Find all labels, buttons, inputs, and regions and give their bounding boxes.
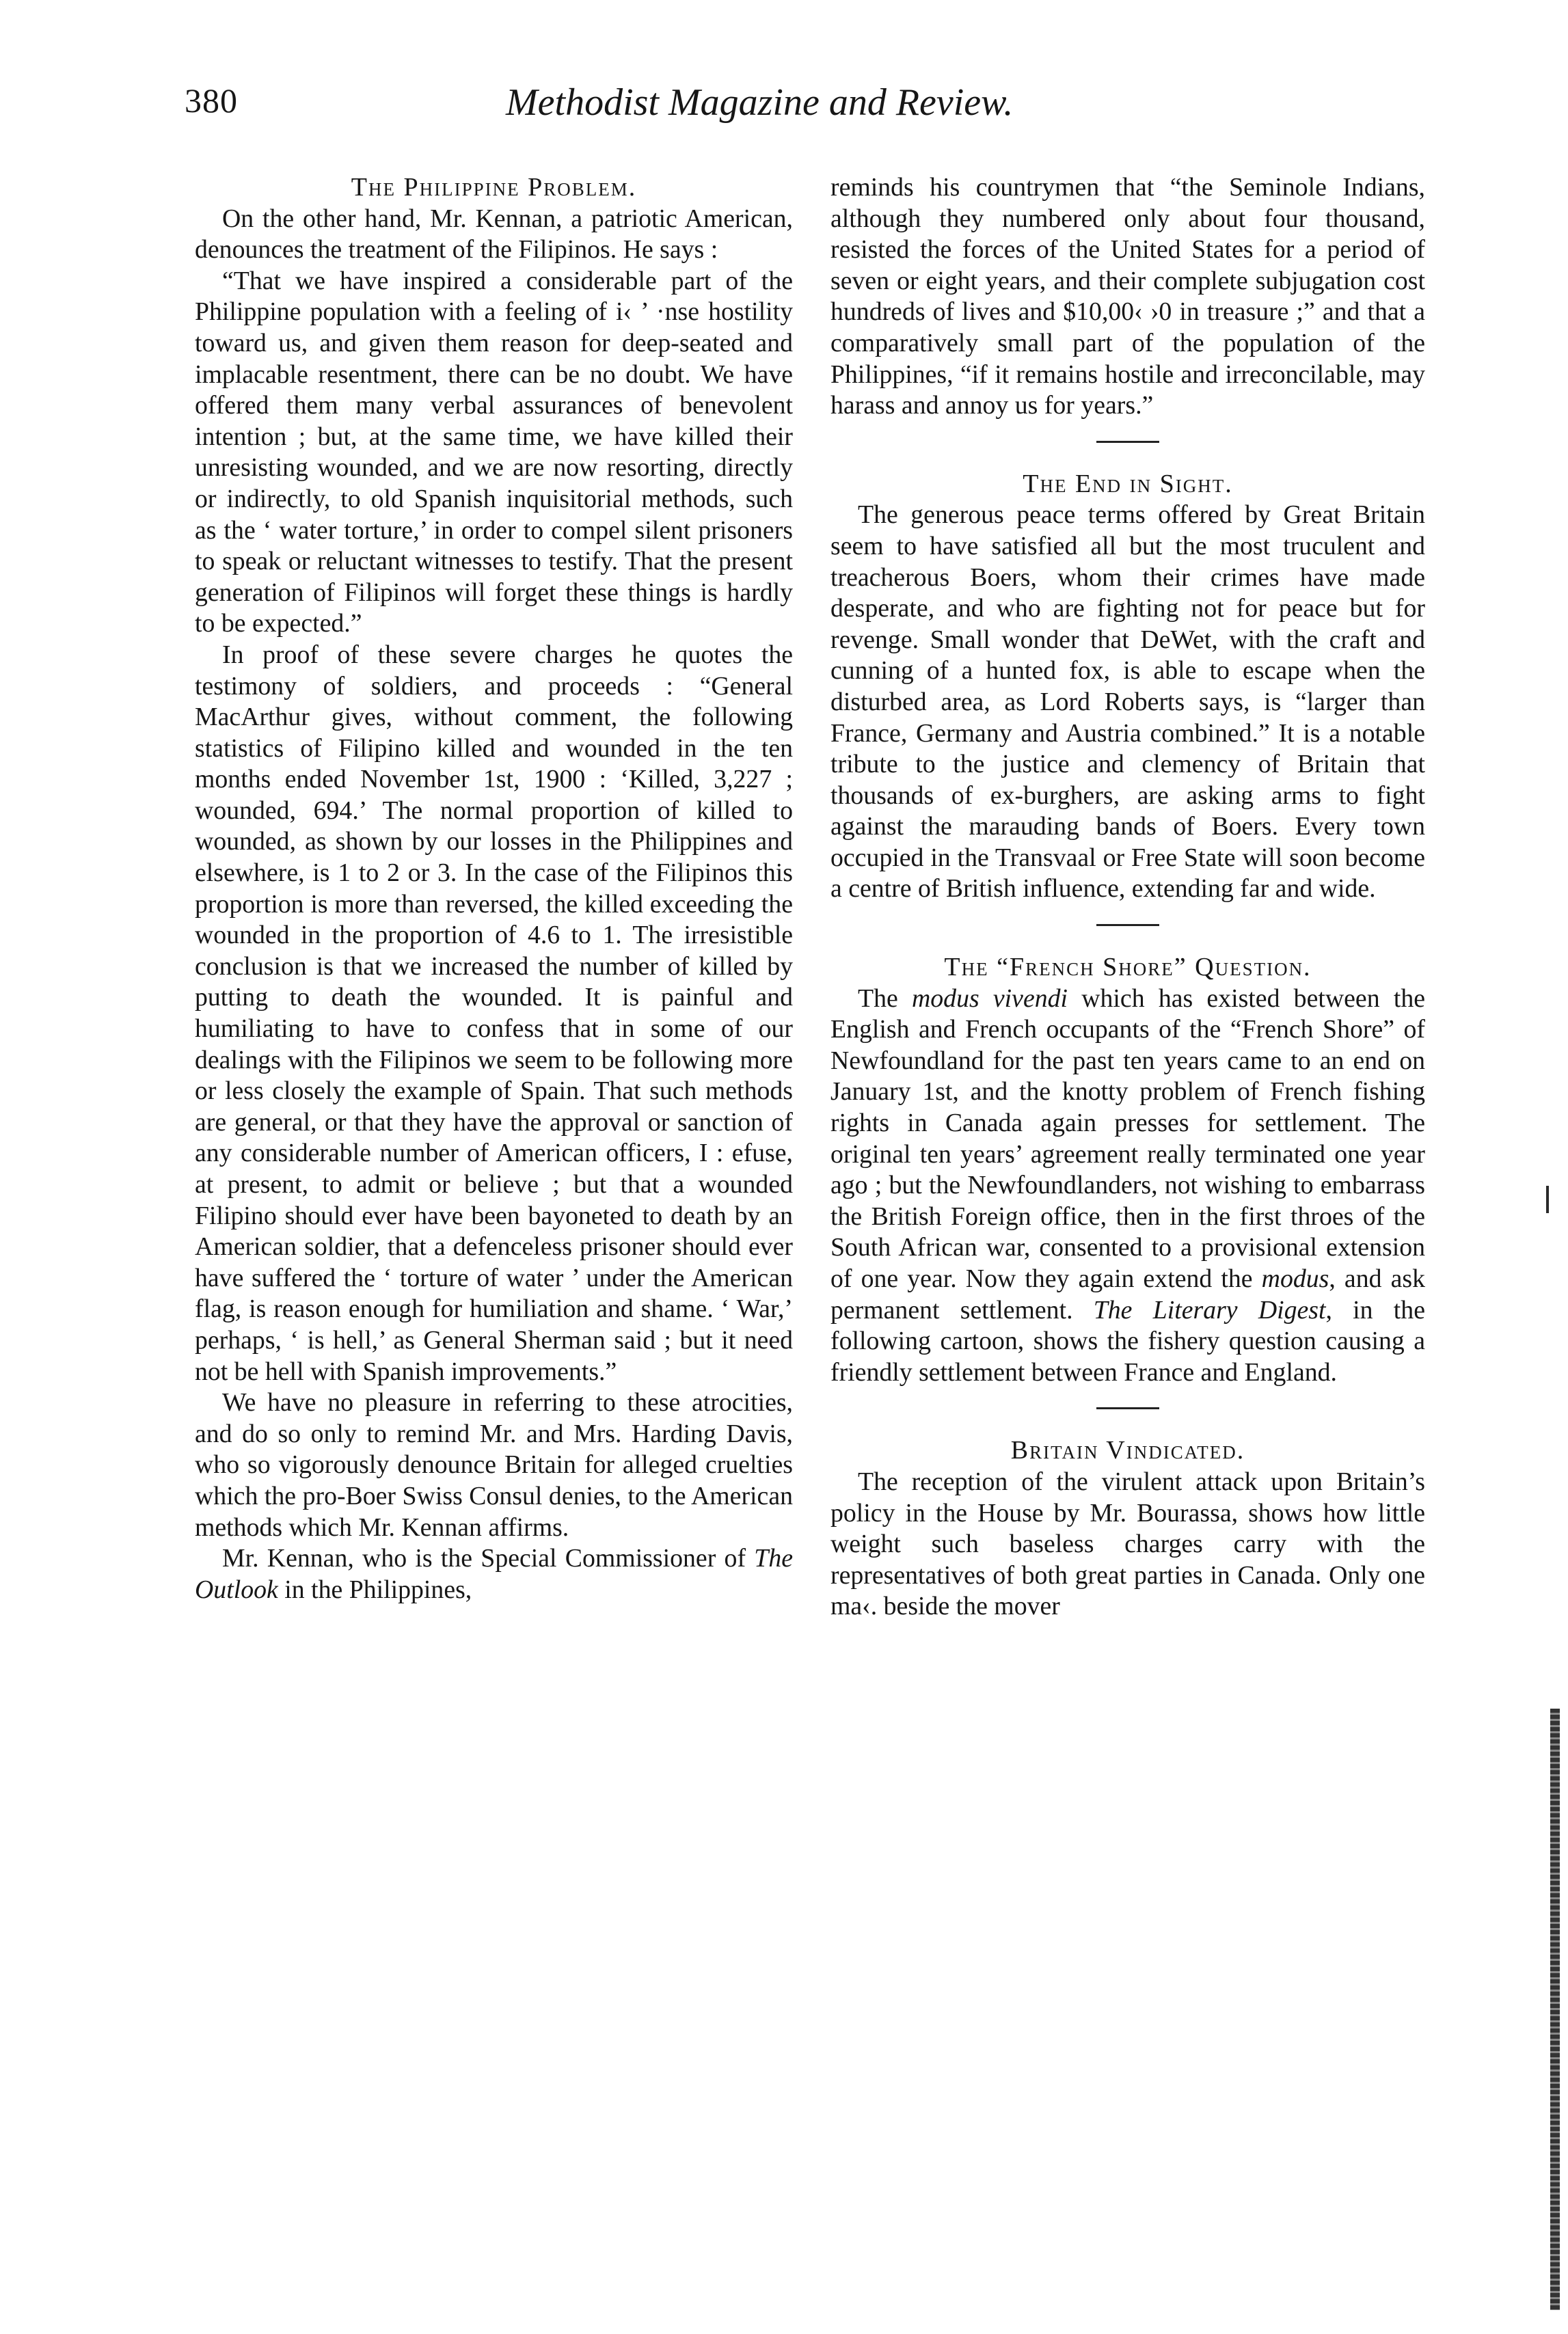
text-run: which has existed between the English and French occupants of the “French Shore” of Newfoundland for the past ten years came to an end on January 1st, and the knotty problem of French fishing rights in Canada again presses for settlement. The original ten years’ agreement really terminated one year ago ; but the Newfoundlanders, not wishing to embarrass the British Foreign office, then in the first throes of the South African war, consented to a provisional extension of one year. Now they again extend the bbox=[830, 983, 1425, 1293]
paragraph-continued: reminds his countrymen that “the Seminole Indians, although they numbered only about four thousand, resisted the forces of the United States for a period of seven or eight years, and their complete subjugation cost hundreds of lives and $10,00‹ ›0 in treasure ;” and that a comparatively small part of the population of the Philippines, “if it remains hostile and irreconcilable, may harass and annoy us for years.” bbox=[830, 173, 1425, 420]
journal-title: Methodist Magazine and Review. bbox=[506, 81, 1014, 124]
text-run: The bbox=[858, 983, 912, 1013]
paragraph: We have no pleasure in referring to these atrocities, and do so only to remind Mr. and Mrs. Harding Davis, who so vigorously denounce Britain for alleged cruelties which the pro-Boer Swiss Consul denies, to the American methods which Mr. Kennan affirms. bbox=[195, 1388, 793, 1542]
left-column bbox=[195, 172, 793, 1605]
publication-title: The Outlook bbox=[195, 1544, 793, 1604]
text-run: , in the following cartoon, shows the fishery question causing a friendly settlement between France and England. bbox=[830, 1295, 1425, 1387]
text-run: , and ask permanent settlement. bbox=[830, 1264, 1425, 1325]
paragraph: “That we have inspired a considerable part of the Philippine population with a feeling of i‹ ’ ·nse hostility toward us, and given them reason for deep-seated and implacable resentment, there can be no doubt. We have offered them many verbal assurances of benevolent intention ; but, at the same time, we have killed their unresisting wounded, and we are now resorting, directly or indirectly, to old Spanish inquisitorial methods, such as the ‘ water torture,’ in order to compel silent prisoners to speak or reluctant witnesses to testify. That the present generation of Filipinos will forget these things is hardly to be expected.” bbox=[195, 266, 793, 638]
paragraph: The generous peace terms offered by Great Britain seem to have satisfied all but the most truculent and treacherous Boers, whom their crimes have made desperate, and who are fighting not for peace but for revenge. Small wonder that DeWet, with the craft and cunning of a hunted fox, is able to escape when the disturbed area, as Lord Roberts says, is “larger than France, Germany and Austria combined.” It is a notable tribute to the justice and clemency of Britain that thousands of ex-burghers, are asking arms to fight against the marauding bands of Boers. Every town occupied in the Transvaal or Free State will soon become a centre of British influence, extending far and wide. bbox=[830, 500, 1425, 904]
section-divider bbox=[1096, 441, 1159, 443]
paragraph bbox=[830, 983, 1425, 1389]
paragraph: The reception of the virulent attack upon Britain’s policy in the House by Mr. Bourassa, shows how little weight such baseless charges carry with the representatives of both great parties in Canada. Only one ma‹. beside the mover bbox=[830, 1467, 1425, 1621]
section-heading-philippine-problem: The Philippine Problem. bbox=[351, 173, 637, 202]
section-divider bbox=[1096, 1407, 1159, 1409]
running-head bbox=[185, 81, 1121, 135]
latin-phrase: modus vivendi bbox=[911, 983, 1068, 1013]
section-heading-end-in-sight: The End in Sight. bbox=[1023, 469, 1233, 498]
paragraph: In proof of these severe charges he quotes the testimony of soldiers, and proceeds : “General MacArthur gives, without comment, the following statistics of Filipino killed and wounded in the ten months ended November 1st, 1900 : ‘Killed, 3,227 ; wounded, 694.’ The normal proportion of killed to wounded, as shown by our losses in the Philippines and elsewhere, is 1 to 2 or 3. In the case of the Filipinos this proportion is more than reversed, the killed exceeding the wounded in the proportion of 4.6 to 1. The irresistible conclusion is that we increased the number of killed by putting to death the wounded. It is painful and humiliating to have to confess that in some of our dealings with the Filipinos we seem to be following more or less closely the example of Spain. That such methods are general, or that they have the approval or sanction of any considerable number of American officers, I : efuse, at present, to admit or believe ; but that a wounded Filipino should ever have been bayoneted to death by an American soldier, that a defenceless prisoner should ever have suffered the ‘ torture of water ’ under the American flag, is reason enough for humiliation and shame. ‘ War,’ perhaps, ‘ is hell,’ as General Sherman said ; but it need not be hell with Spanish improvements.” bbox=[195, 640, 793, 1386]
scan-edge-mark bbox=[1546, 1186, 1549, 1213]
scan-edge-mark bbox=[1550, 1709, 1560, 2310]
text-run: Mr. Kennan, who is the Special Commissioner of bbox=[222, 1544, 755, 1573]
latin-word: modus bbox=[1261, 1264, 1329, 1293]
page-number: 380 bbox=[185, 81, 238, 120]
paragraph: On the other hand, Mr. Kennan, a patriotic American, denounces the treatment of the Filipinos. He says : bbox=[195, 204, 793, 264]
right-column bbox=[830, 172, 1425, 1623]
paragraph bbox=[195, 1543, 793, 1605]
publication-title: The Literary Digest bbox=[1093, 1295, 1326, 1325]
section-heading-french-shore: The “French Shore” Question. bbox=[944, 953, 1312, 982]
text-run: in the Philippines, bbox=[278, 1575, 472, 1604]
section-divider bbox=[1096, 924, 1159, 926]
section-heading-britain-vindicated: Britain Vindicated. bbox=[1010, 1436, 1245, 1465]
